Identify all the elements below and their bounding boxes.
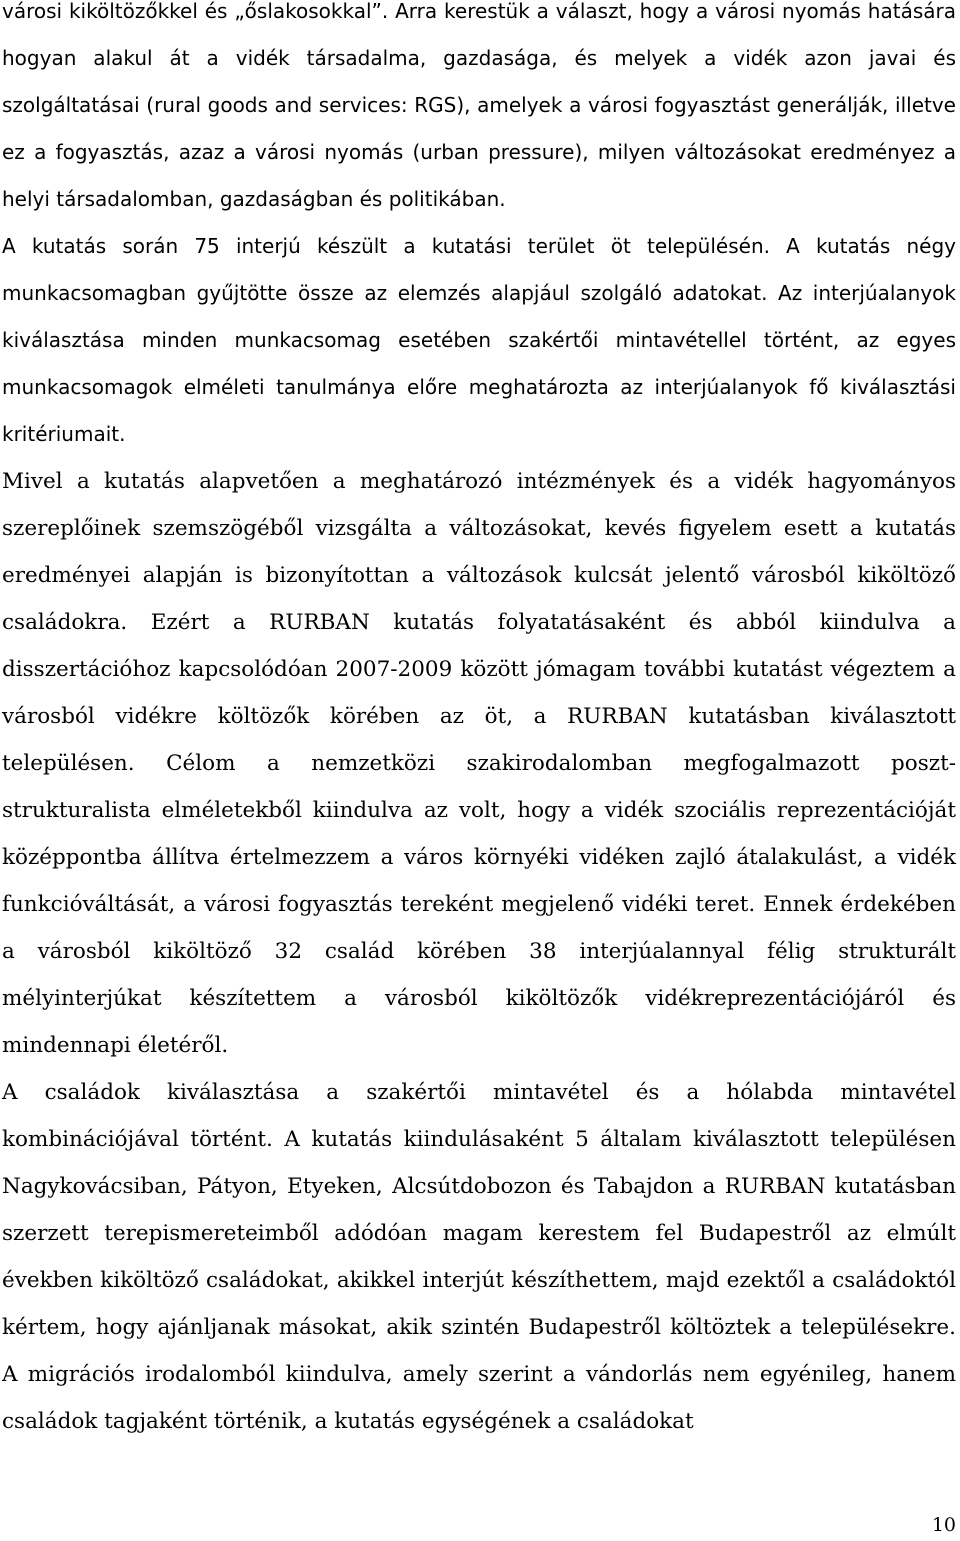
paragraph-3: Mivel a kutatás alapvetően a meghatározó intézmények és a vidék hagyományos szereplőinek szemszögéből vizsgálta a változásokat, kevés figyelem esett a kutatás eredményei alapján is bizonyítottan a változások kulcsát jelentő városból kiköltöző családokra. Ezért a RURBAN kutatás folyatatásaként és abból kiindulva a disszertációhoz kapcsolódóan 2007-2009 között jómagam további kutatást végeztem a városból vidékre költözők körében az öt, a RURBAN kutatásban kiválasztott településen. Célom a nemzetközi szakirodalomban megfogalmazott poszt-strukturalista elméletekből kiindulva az volt, hogy a vidék szociális reprezentációját középpontba állítva értelmezzem a város környéki vidéken zajló átalakulást, a vidék funkcióváltását, a városi fogyasztás tereként megjelenő vidéki teret. Ennek érdekében a városból kiköltöző 32 család körében 38 interjúalannyal félig strukturált mélyinterjúkat készítettem a városból kiköltözők vidékreprezentációjáról és mindennapi életéről.	[2, 469, 956, 1058]
paragraph-4: A családok kiválasztása a szakértői mintavétel és a hólabda mintavétel kombinációjával történt. A kutatás kiindulásaként 5 általam kiválasztott településen Nagykovácsiban, Pátyon, Etyeken, Alcsútdobozon és Tabajdon a RURBAN kutatásban szerzett terepismereteimből adódóan magam kerestem fel Budapestről az elmúlt években kiköltöző családokat, akikkel interjút készíthettem, majd ezektől a családoktól kértem, hogy ajánljanak másokat, akik szintén Budapestről költöztek a településekre. A migrációs irodalomból kiindulva, amely szerint a vándorlás nem egyénileg, hanem családok tagjaként történik, a kutatás egységének a családokat	[2, 1080, 956, 1434]
paragraph-1: városi kiköltözőkkel és „őslakosokkal”. Arra kerestük a választ, hogy a városi nyomás hatására hogyan alakul át a vidék társadalma, gazdasága, és melyek a vidék azon javai és szolgáltatásai (rural goods and services: RGS), amelyek a városi fogyasztást generálják, illetve ez a fogyasztás, azaz a városi nyomás (urban pressure), milyen változásokat eredményez a helyi társadalomban, gazdaságban és politikában.	[2, 0, 956, 211]
document-page	[2, 0, 956, 1445]
paragraph-2: A kutatás során 75 interjú készült a kutatási terület öt településén. A kutatás négy munkacsomagban gyűjtötte össze az elemzés alapjául szolgáló adatokat. Az interjúalanyok kiválasztása minden munkacsomag esetében szakértői mintavétellel történt, az egyes munkacsomagok elméleti tanulmánya előre meghatározta az interjúalanyok fő kiválasztási kritériumait.	[2, 234, 956, 446]
page-number: 10	[931, 1514, 956, 1536]
